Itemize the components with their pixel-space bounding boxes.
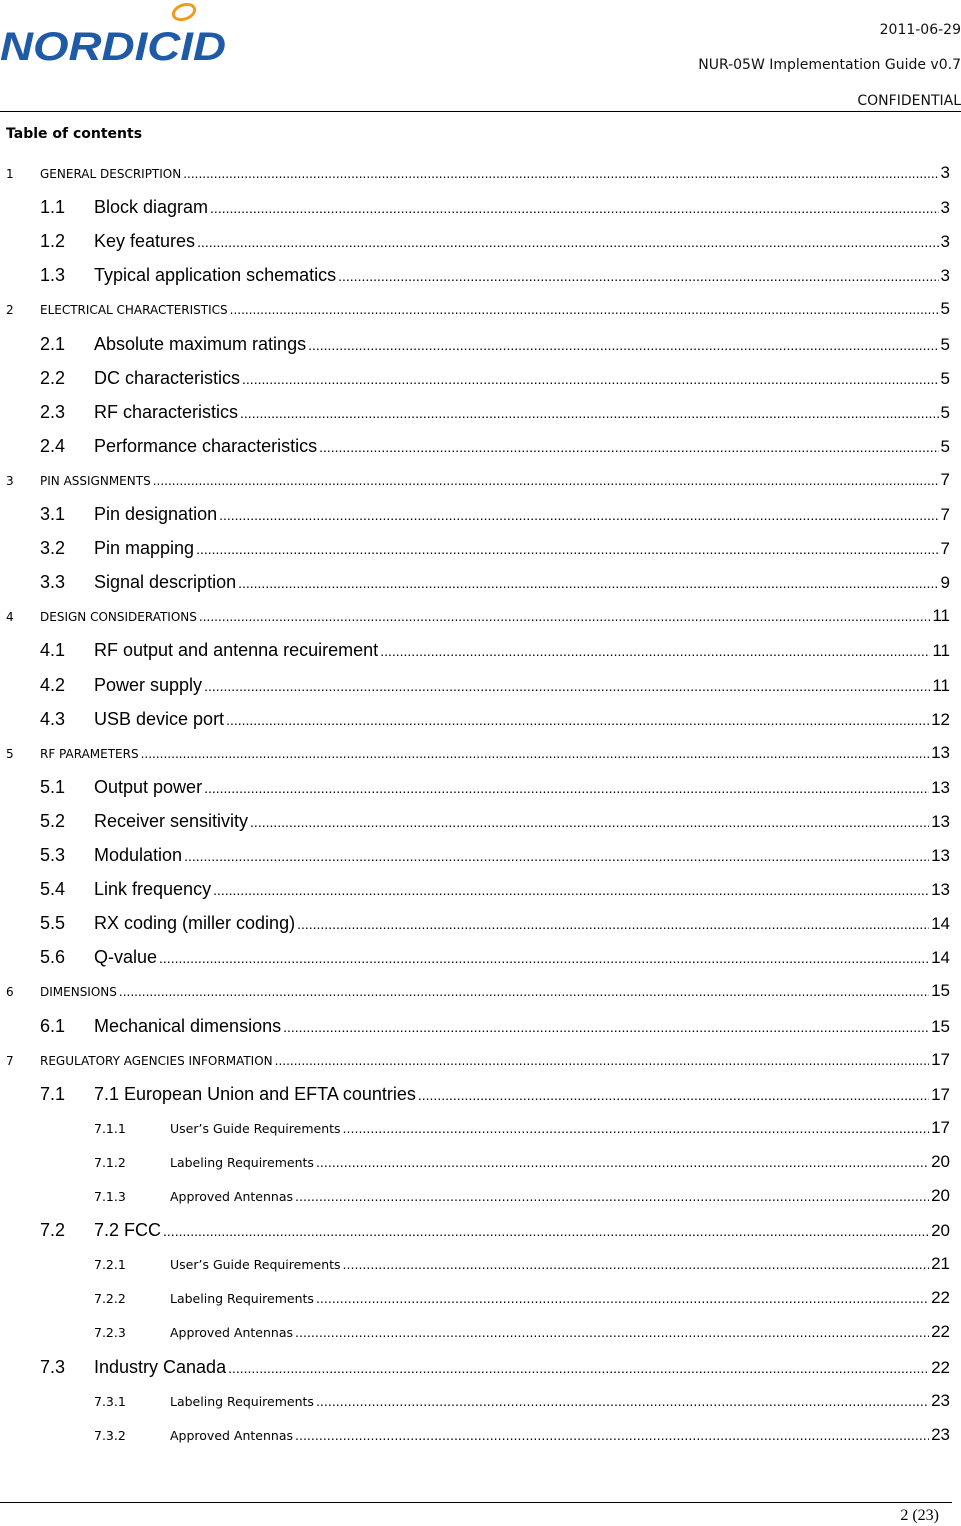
toc-dot-leader — [238, 575, 938, 591]
toc-entry-page[interactable]: 14 — [931, 914, 950, 933]
toc-entry[interactable] — [40, 402, 950, 424]
toc-dot-leader — [219, 507, 938, 523]
toc-entry-title[interactable]: Approved Antennas — [170, 1428, 294, 1443]
toc-entry-page[interactable]: 5 — [940, 369, 950, 388]
toc-dot-leader — [240, 405, 939, 421]
toc-entry[interactable] — [40, 368, 950, 390]
toc-entry-page[interactable]: 5 — [940, 335, 950, 354]
toc-entry-number: 5.3 — [40, 845, 66, 865]
toc-entry-title[interactable]: PIN ASSIGNMENTS — [40, 474, 151, 488]
toc-entry-title[interactable]: DIMENSIONS — [40, 985, 117, 999]
logo-wordmark: NORDICID — [0, 25, 226, 68]
toc-dot-leader — [153, 474, 939, 488]
toc-entry-page[interactable]: 11 — [932, 676, 950, 695]
toc-entry-number: 5 — [6, 747, 14, 761]
toc-entry-title[interactable]: Industry Canada — [94, 1357, 227, 1377]
toc-entry-number: 2.4 — [40, 436, 66, 456]
toc-entry-title[interactable]: GENERAL DESCRIPTION — [40, 167, 182, 181]
toc-entry-page[interactable]: 22 — [931, 1288, 950, 1307]
toc-dot-leader — [183, 167, 938, 181]
toc-entry-number: 5.6 — [40, 947, 66, 967]
toc-entry-title[interactable]: Mechanical dimensions — [94, 1016, 282, 1036]
toc-entry[interactable] — [6, 1050, 950, 1072]
toc-dot-leader — [228, 1360, 929, 1376]
toc-entry-title[interactable]: 7.2 FCC — [94, 1220, 162, 1240]
toc-entry-page[interactable]: 14 — [931, 948, 950, 967]
toc-entry-number: 4 — [6, 610, 14, 624]
toc-entry-number: 7.2.1 — [94, 1257, 126, 1272]
toc-entry[interactable] — [94, 1288, 950, 1310]
toc-dot-leader — [319, 439, 938, 455]
toc-entry-title[interactable]: Pin mapping — [94, 538, 195, 558]
toc-entry-page[interactable]: 23 — [931, 1391, 950, 1410]
toc-entry[interactable] — [40, 538, 950, 560]
toc-entry[interactable] — [40, 879, 950, 901]
toc-entry[interactable] — [40, 436, 950, 458]
toc-entry-page[interactable]: 17 — [931, 1085, 950, 1104]
toc-entry-title[interactable]: DESIGN CONSIDERATIONS — [40, 610, 197, 624]
toc-entry-number: 2.2 — [40, 368, 66, 388]
toc-entry-page[interactable]: 22 — [931, 1322, 950, 1341]
toc-entry-page[interactable]: 5 — [940, 437, 950, 456]
toc-dot-leader — [184, 848, 929, 864]
toc-entry-number: 7.3.2 — [94, 1428, 126, 1443]
toc-entry-title[interactable]: Labeling Requirements — [170, 1155, 314, 1170]
toc-entry-title[interactable]: User’s Guide Requirements — [170, 1121, 341, 1136]
toc-dot-leader — [295, 1428, 929, 1443]
toc-entry-page[interactable]: 13 — [931, 880, 950, 899]
toc-dot-leader — [343, 1121, 930, 1136]
toc-entry-title[interactable]: RF PARAMETERS — [40, 747, 139, 761]
toc-entry-title[interactable]: DC characteristics — [94, 368, 241, 388]
toc-entry-title[interactable]: Labeling Requirements — [170, 1291, 314, 1306]
toc-entry-page[interactable]: 13 — [931, 812, 950, 831]
toc-entry-title[interactable]: Q-value — [94, 947, 158, 967]
toc-dot-leader — [213, 882, 929, 898]
toc-entry[interactable] — [94, 1152, 950, 1174]
toc-entry-number: 2.1 — [40, 334, 66, 354]
toc-entry[interactable] — [40, 777, 950, 799]
toc-dot-leader — [316, 1155, 929, 1170]
toc-entry-number: 7.3 — [40, 1357, 66, 1377]
toc-entry-title[interactable]: ELECTRICAL CHARACTERISTICS — [40, 303, 228, 317]
toc-dot-leader — [308, 337, 938, 353]
toc-entry-number: 5.4 — [40, 879, 66, 899]
toc-dot-leader — [316, 1291, 929, 1306]
toc-entry-page[interactable]: 5 — [940, 403, 950, 422]
toc-entry-title[interactable]: Absolute maximum ratings — [94, 334, 307, 354]
toc-entry[interactable] — [6, 470, 950, 492]
toc-entry-number: 7.3.1 — [94, 1394, 126, 1409]
toc-entry[interactable] — [6, 743, 950, 765]
toc-entry-title[interactable]: RF output and antenna recuirement — [94, 640, 379, 660]
toc-entry[interactable] — [40, 811, 950, 833]
toc-dot-leader — [283, 1019, 929, 1035]
toc-entry-number: 5.1 — [40, 777, 66, 797]
toc-entry[interactable] — [40, 504, 950, 526]
toc-entry-number: 3.2 — [40, 538, 66, 558]
toc-entry-title[interactable]: Performance characteristics — [94, 436, 318, 456]
toc-entry-page[interactable]: 11 — [932, 606, 950, 625]
toc-entry-number: 7.1.3 — [94, 1189, 126, 1204]
toc-entry-number: 5.2 — [40, 811, 66, 831]
toc-entry-page[interactable]: 23 — [931, 1425, 950, 1444]
toc-dot-leader — [242, 371, 939, 387]
toc-entry-number: 2 — [6, 303, 14, 317]
toc-dot-leader — [204, 678, 930, 694]
toc-entry[interactable] — [40, 947, 950, 969]
toc-entry[interactable] — [40, 1016, 950, 1038]
toc-dot-leader — [295, 1189, 929, 1204]
toc-entry-page[interactable]: 17 — [931, 1050, 950, 1069]
toc-entry-number: 7.2.3 — [94, 1325, 126, 1340]
toc-entry[interactable] — [6, 163, 950, 185]
header-classification: CONFIDENTIAL — [857, 93, 961, 109]
toc-entry-number: 4.3 — [40, 709, 66, 729]
toc-dot-leader — [316, 1394, 929, 1409]
header-divider — [0, 111, 961, 112]
toc-entry[interactable] — [6, 299, 950, 321]
toc-entry[interactable] — [40, 709, 950, 731]
toc-dot-leader — [226, 712, 929, 728]
toc-entry-title[interactable]: 7.1 European Union and EFTA countries — [94, 1084, 416, 1104]
toc-entry-page[interactable]: 20 — [931, 1186, 950, 1205]
toc-entry-title[interactable]: User’s Guide Requirements — [170, 1257, 341, 1272]
header-document-title: NUR-05W Implementation Guide v0.7 — [698, 57, 961, 73]
toc-entry-number: 6 — [6, 985, 14, 999]
toc-entry-page[interactable]: 21 — [931, 1254, 950, 1273]
toc-dot-leader — [295, 1325, 929, 1340]
toc-dot-leader — [338, 268, 938, 284]
toc-entry[interactable] — [40, 913, 950, 935]
toc-entry[interactable] — [40, 1357, 950, 1379]
toc-entry-page[interactable]: 7 — [940, 505, 950, 524]
toc-entry-number: 7.1.2 — [94, 1155, 126, 1170]
toc-entry-title[interactable]: Approved Antennas — [170, 1325, 294, 1340]
toc-entry[interactable] — [40, 640, 950, 662]
toc-dot-leader — [163, 1223, 929, 1239]
toc-entry-title[interactable]: Receiver sensitivity — [94, 811, 249, 831]
toc-entry-number: 7.1.1 — [94, 1121, 126, 1136]
toc-entry[interactable] — [94, 1391, 950, 1413]
toc-entry-number: 4.1 — [40, 640, 66, 660]
toc-entry[interactable] — [40, 265, 950, 287]
toc-entry[interactable] — [94, 1322, 950, 1344]
toc-dot-leader — [250, 814, 929, 830]
toc-entry-page[interactable]: 3 — [940, 232, 950, 251]
toc-entry-page[interactable]: 13 — [931, 778, 950, 797]
toc-entry-number: 7.2.2 — [94, 1291, 126, 1306]
toc-entry[interactable] — [40, 197, 950, 219]
toc-entry-number: 1.3 — [40, 265, 66, 285]
toc-entry[interactable] — [40, 231, 950, 253]
toc-entry-number: 7 — [6, 1054, 14, 1068]
toc-entry-page[interactable]: 13 — [931, 846, 950, 865]
toc-entry[interactable] — [94, 1118, 950, 1140]
toc-dot-leader — [380, 643, 930, 659]
toc-entry-number: 7.2 — [40, 1220, 66, 1240]
toc-entry-page[interactable]: 3 — [940, 198, 950, 217]
toc-entry-title[interactable]: USB device port — [94, 709, 225, 729]
toc-dot-leader — [197, 234, 938, 250]
toc-entry-title[interactable]: Approved Antennas — [170, 1189, 294, 1204]
toc-entry-number: 3.1 — [40, 504, 66, 524]
toc-dot-leader — [141, 747, 929, 761]
toc-entry-title[interactable]: Link frequency — [94, 879, 212, 899]
toc-entry-title[interactable]: Modulation — [94, 845, 183, 865]
toc-entry-title[interactable]: RF characteristics — [94, 402, 239, 422]
toc-entry[interactable] — [40, 572, 950, 594]
toc-entry-title[interactable]: Pin designation — [94, 504, 218, 524]
toc-entry[interactable] — [40, 845, 950, 867]
toc-entry-number: 2.3 — [40, 402, 66, 422]
toc-entry-title[interactable]: Typical application schematics — [94, 265, 337, 285]
toc-entry-title[interactable]: RX coding (miller coding) — [94, 913, 296, 933]
toc-entry-page[interactable]: 15 — [931, 1017, 950, 1036]
toc-entry-page[interactable]: 20 — [931, 1221, 950, 1240]
toc-entry-page[interactable]: 15 — [931, 981, 950, 1000]
toc-dot-leader — [199, 610, 930, 624]
footer-divider — [0, 1502, 952, 1503]
nordic-id-logo — [0, 0, 230, 68]
toc-entry-page[interactable]: 12 — [931, 710, 950, 729]
toc-entry[interactable] — [6, 606, 950, 628]
toc-entry-page[interactable]: 3 — [940, 266, 950, 285]
toc-entry[interactable] — [40, 334, 950, 356]
toc-dot-leader — [275, 1054, 929, 1068]
toc-entry-number: 1.2 — [40, 231, 66, 251]
toc-entry-title[interactable]: Signal description — [94, 572, 237, 592]
toc-entry-title[interactable]: Labeling Requirements — [170, 1394, 314, 1409]
toc-entry-page[interactable]: 9 — [940, 573, 950, 592]
toc-dot-leader — [204, 780, 929, 796]
toc-entry-title[interactable]: Power supply — [94, 675, 203, 695]
toc-dot-leader — [159, 950, 929, 966]
footer-page-number: 2 (23) — [900, 1507, 939, 1524]
toc-entry-number: 5.5 — [40, 913, 66, 933]
toc-entry-number: 6.1 — [40, 1016, 66, 1036]
toc-entry-title[interactable]: Key features — [94, 231, 196, 251]
toc-dot-leader — [210, 200, 938, 216]
toc-entry[interactable] — [94, 1425, 950, 1447]
toc-dot-leader — [297, 916, 929, 932]
toc-entry-page[interactable]: 20 — [931, 1152, 950, 1171]
toc-entry-number: 7.1 — [40, 1084, 66, 1104]
toc-entry-page[interactable]: 11 — [932, 641, 950, 660]
toc-entry-number: 1 — [6, 167, 14, 181]
toc-dot-leader — [119, 985, 929, 999]
toc-entry-title[interactable]: Block diagram — [94, 197, 209, 217]
toc-entry-page[interactable]: 3 — [940, 163, 950, 182]
toc-title: Table of contents — [6, 126, 143, 142]
toc-dot-leader — [418, 1087, 929, 1103]
toc-entry-number: 3 — [6, 474, 14, 488]
toc-entry[interactable] — [94, 1254, 950, 1276]
toc-entry-page[interactable]: 7 — [940, 470, 950, 489]
toc-dot-leader — [343, 1257, 930, 1272]
toc-dot-leader — [196, 541, 938, 557]
toc-entry-number: 1.1 — [40, 197, 66, 217]
toc-entry-number: 3.3 — [40, 572, 66, 592]
toc-dot-leader — [230, 303, 939, 317]
toc-entry-page[interactable]: 5 — [940, 299, 950, 318]
toc-entry-page[interactable]: 13 — [931, 743, 950, 762]
toc-entry-page[interactable]: 7 — [940, 539, 950, 558]
toc-entry[interactable] — [6, 981, 950, 1003]
toc-entry[interactable] — [40, 1084, 950, 1106]
toc-entry[interactable] — [40, 675, 950, 697]
header-date: 2011-06-29 — [879, 22, 961, 38]
toc-entry[interactable] — [40, 1220, 950, 1242]
toc-entry-title[interactable]: REGULATORY AGENCIES INFORMATION — [40, 1054, 273, 1068]
toc-entry-number: 4.2 — [40, 675, 66, 695]
toc-entry[interactable] — [94, 1186, 950, 1208]
toc-entry-page[interactable]: 17 — [931, 1118, 950, 1137]
toc-entry-title[interactable]: Output power — [94, 777, 203, 797]
toc-entry-page[interactable]: 22 — [931, 1358, 950, 1377]
